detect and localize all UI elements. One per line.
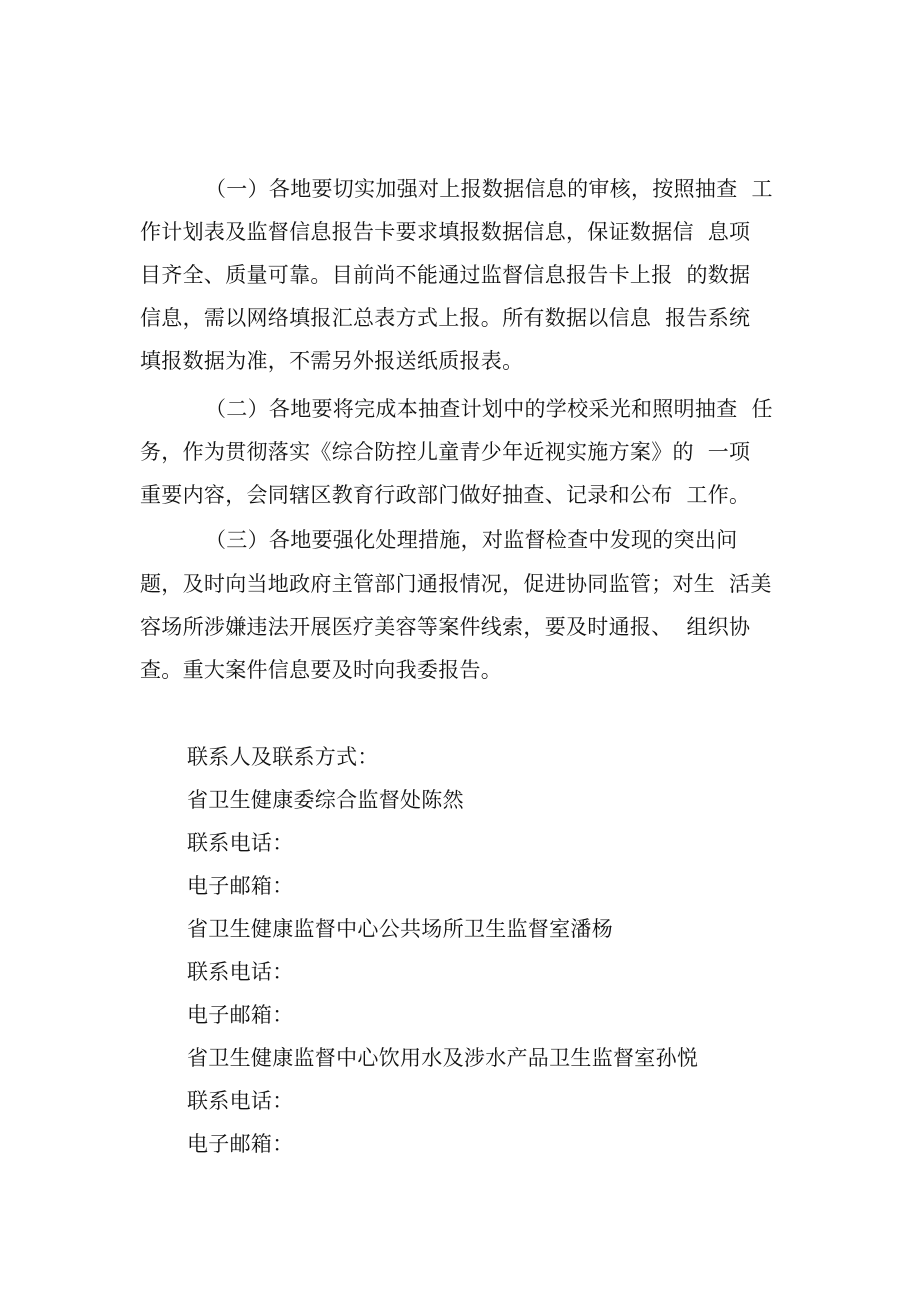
paragraph-line: 填报数据为准，不需另外报送纸质报表。: [140, 349, 524, 373]
contact-org: 省卫生健康委综合监督处陈然: [187, 788, 464, 812]
paragraph-line: （二）各地要将完成本抽查计划中的学校采光和照明抽查 任: [205, 397, 773, 421]
contact-email-label: 电子邮箱：: [187, 1132, 294, 1156]
paragraph-line: 容场所涉嫌违法开展医疗美容等案件线索，要及时通报、 组织协: [140, 615, 751, 639]
contact-phone-label: 联系电话：: [187, 1089, 294, 1113]
contact-org: 省卫生健康监督中心公共场所卫生监督室潘杨: [187, 917, 613, 941]
contact-org: 省卫生健康监督中心饮用水及涉水产品卫生监督室孙悦: [187, 1046, 699, 1070]
paragraph-line: （一）各地要切实加强对上报数据信息的审核，按照抽查 工: [205, 177, 773, 201]
contact-phone-label: 联系电话：: [187, 831, 294, 855]
paragraph-line: （三）各地要强化处理措施，对监督检查中发现的突出问: [205, 528, 738, 552]
paragraph-line: 务，作为贯彻落实《综合防控儿童青少年近视实施方案》的 一项: [140, 440, 751, 464]
contacts-heading: 联系人及联系方式：: [187, 745, 379, 769]
contact-phone-label: 联系电话：: [187, 960, 294, 984]
paragraph-line: 题，及时向当地政府主管部门通报情况，促进协同监管；对生 活美: [140, 572, 772, 596]
paragraph-line: 信息，需以网络填报汇总表方式上报。所有数据以信息 报告系统: [140, 306, 751, 330]
paragraph-line: 重要内容，会同辖区教育行政部门做好抽查、记录和公布 工作。: [140, 483, 751, 507]
contact-email-label: 电子邮箱：: [187, 874, 294, 898]
paragraph-line: 目齐全、质量可靠。目前尚不能通过监督信息报告卡上报 的数据: [140, 263, 751, 287]
paragraph-line: 作计划表及监督信息报告卡要求填报数据信息，保证数据信 息项: [140, 220, 751, 244]
contact-email-label: 电子邮箱：: [187, 1003, 294, 1027]
paragraph-line: 查。重大案件信息要及时向我委报告。: [140, 658, 503, 682]
